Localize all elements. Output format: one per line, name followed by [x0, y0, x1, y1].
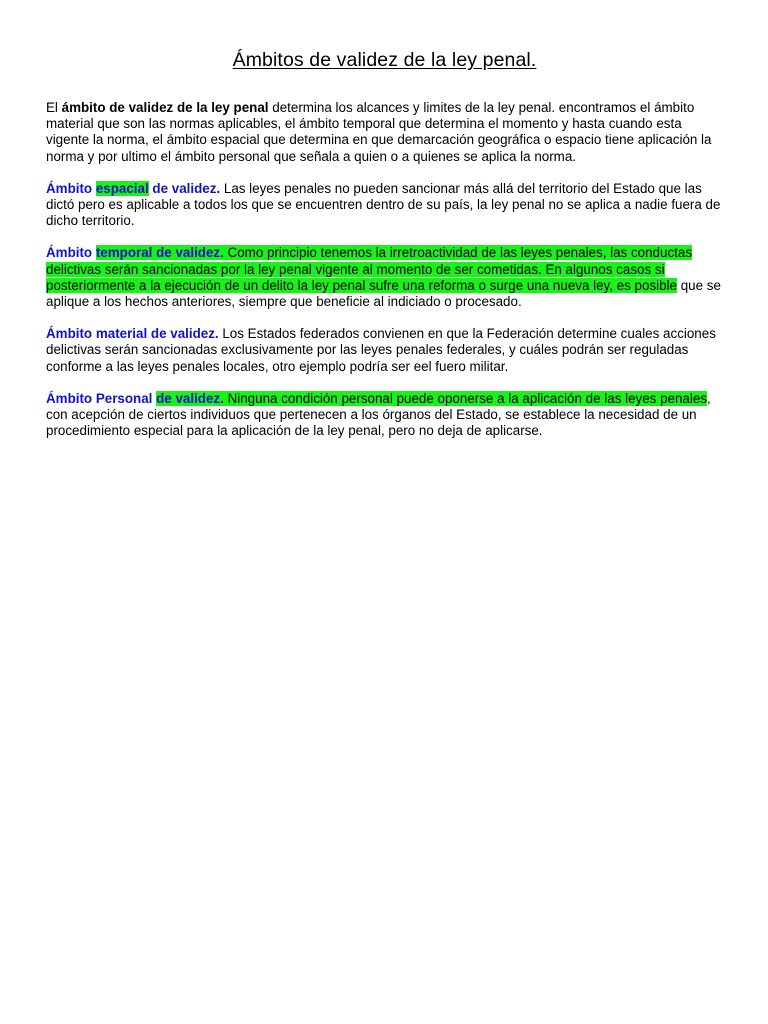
personal-text: , con acepción de ciertos individuos que pertenecen a los órganos del Estado, se establece la necesidad de un procedimiento especial para la aplicación de la ley penal, pero no deja de aplicarse.	[46, 390, 711, 439]
personal-heading-highlight: de validez.	[156, 390, 224, 406]
intro-paragraph	[46, 100, 723, 165]
espacial-paragraph	[46, 181, 723, 230]
temporal-paragraph	[46, 245, 723, 310]
espacial-heading-part3: de validez.	[148, 180, 221, 196]
intro-bold-term: ámbito de validez de la ley penal	[61, 100, 269, 115]
personal-highlighted-text: Ninguna condición personal puede oponerse a la aplicación de las leyes penales	[223, 390, 708, 406]
intro-prefix: El	[46, 100, 62, 115]
espacial-text: Las leyes penales no pueden sancionar más allá del territorio del Estado que las dictó pero es aplicable a todos los que se encuentren dentro de su país, la ley penal no se aplica a nadie fuera de dicho territorio.	[46, 180, 721, 229]
page-title: Ámbitos de validez de la ley penal.	[232, 49, 537, 71]
personal-heading-part1: Ámbito Personal	[46, 390, 157, 406]
material-paragraph	[46, 326, 723, 375]
material-text: Los Estados federados convienen en que la Federación determine cuales acciones delictivas serán sancionadas exclusivamente por las leyes penales federales, y cuáles podrán ser reguladas conforme a las leyes penales locales, otro ejemplo podría ser eel fuero militar.	[46, 326, 716, 374]
temporal-heading-part1: Ámbito	[46, 245, 96, 261]
espacial-heading-highlight: espacial	[95, 180, 149, 196]
temporal-heading-highlight: temporal de validez.	[95, 245, 224, 261]
temporal-text: que se aplique a los hechos anteriores, siempre que beneficie al indiciado o procesado.	[46, 277, 721, 310]
material-heading: Ámbito material de validez.	[46, 326, 219, 342]
personal-paragraph	[46, 391, 723, 440]
temporal-highlighted-text: Como principio tenemos la irretroactividad de las leyes penales, las conductas delictivas serán sancionadas por la ley penal vigente al momento de ser cometidas. En algunos casos si posteriormente a la ejecución de un delito la ley penal sufre una reforma o surge una nueva ley, es posible	[46, 245, 693, 293]
intro-text: determina los alcances y limites de la ley penal. encontramos el ámbito material que son las normas aplicables, el ámbito temporal que determina el momento y hasta cuando esta vigente la norma, el ámbito espacial que determina en que demarcación geográfica o espacio tiene aplicación la norma y por ultimo el ámbito personal que señala a quien o a quienes se aplica la norma.	[46, 100, 712, 164]
espacial-heading-part1: Ámbito	[46, 180, 96, 196]
